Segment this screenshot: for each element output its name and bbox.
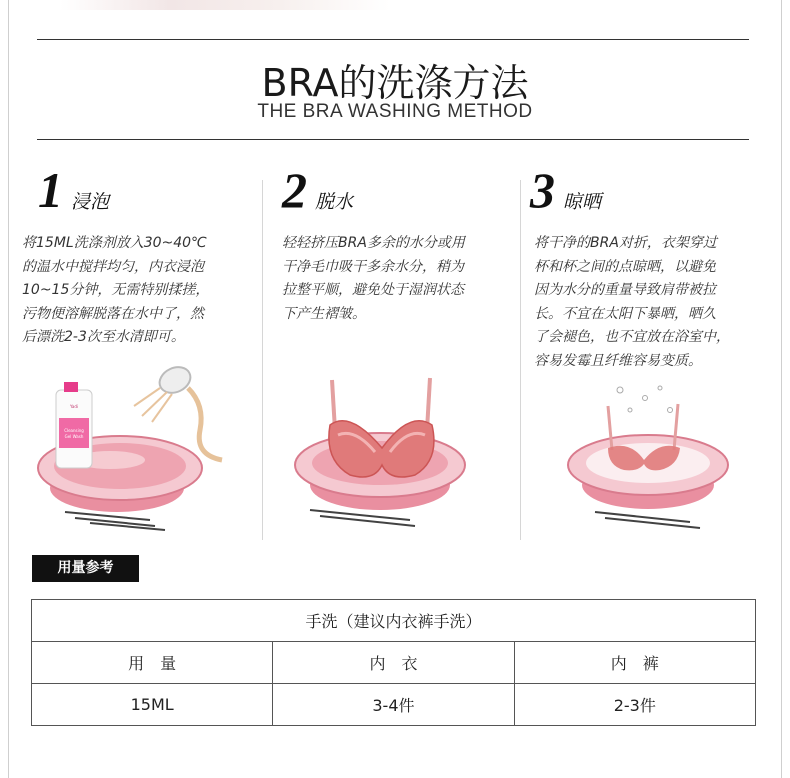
header-cell: 内 裤	[514, 642, 755, 684]
desc-line: 长。不宜在太阳下暴晒，晒久	[534, 305, 716, 322]
desc-line: 轻轻挤压BRA多余的水分或用	[282, 235, 465, 251]
step-3-description	[534, 232, 769, 373]
desc-line: 容易发霉且纤维容易变质。	[534, 352, 702, 369]
desc-line: 污物便溶解脱落在水中了，然	[22, 305, 204, 322]
page-title: BRA的洗涤方法	[261, 61, 529, 105]
step-number: 2	[282, 162, 307, 218]
desc-line: 杯和杯之间的点晾晒，以避免	[534, 258, 716, 275]
value-cell: 15ML	[32, 684, 273, 726]
title-top-rule	[37, 39, 749, 40]
top-image-strip	[60, 0, 390, 10]
step-number: 3	[530, 162, 555, 218]
desc-line: 因为水分的重量导致肩带被拉	[534, 282, 716, 298]
table-title: 手洗（建议内衣裤手洗）	[32, 600, 756, 642]
desc-line: 下产生褶皱。	[282, 305, 366, 322]
desc-line: 干净毛巾吸干多余水分，稍为	[282, 258, 464, 275]
ground-shadow	[310, 510, 415, 526]
title-bottom-rule	[37, 139, 749, 140]
table-row	[32, 684, 756, 726]
step-2-description	[282, 232, 512, 326]
step-name: 脱水	[315, 191, 354, 213]
ground-shadow	[65, 512, 165, 530]
desc-line: 了会褪色，也不宜放在浴室中，	[534, 329, 730, 345]
bubbles	[617, 386, 673, 413]
table-header-row	[32, 642, 756, 684]
desc-line: 将干净的BRA对折，衣架穿过	[534, 235, 717, 251]
step-name: 晾晒	[563, 191, 602, 213]
detergent-bottle	[56, 382, 92, 468]
step-1-description	[22, 232, 252, 350]
table-title-row	[32, 600, 756, 642]
desc-line: 拉整平顺，避免处于湿润状态	[282, 282, 464, 298]
desc-line: 后漂洗2-3次至水清即可。	[22, 329, 185, 345]
page-subtitle: THE BRA WASHING METHOD	[257, 101, 533, 122]
ground-shadow	[595, 512, 700, 528]
desc-line: 10~15分钟，无需特别揉搓，	[22, 282, 210, 298]
value-cell: 3-4件	[273, 684, 514, 726]
column-divider	[520, 180, 521, 540]
desc-line: 将15ML洗涤剂放入30~40℃	[22, 235, 207, 251]
usage-badge: 用量参考	[32, 555, 139, 582]
step-name: 浸泡	[71, 191, 110, 213]
value-cell: 2-3件	[514, 684, 755, 726]
drying-illustration	[560, 380, 740, 540]
usage-table	[31, 599, 756, 726]
header-cell: 用 量	[32, 642, 273, 684]
svg-text:Gel Wash: Gel Wash	[64, 434, 84, 439]
soaking-illustration	[30, 360, 260, 535]
step-number: 1	[38, 162, 63, 218]
bra-icon	[329, 378, 434, 477]
svg-text:Yadi: Yadi	[70, 404, 78, 409]
header-cell: 内 衣	[273, 642, 514, 684]
svg-text:Cleansing: Cleansing	[64, 428, 84, 433]
column-divider	[262, 180, 263, 540]
draining-illustration	[290, 370, 480, 540]
desc-line: 的温水中搅拌均匀，内衣浸泡	[22, 258, 204, 275]
